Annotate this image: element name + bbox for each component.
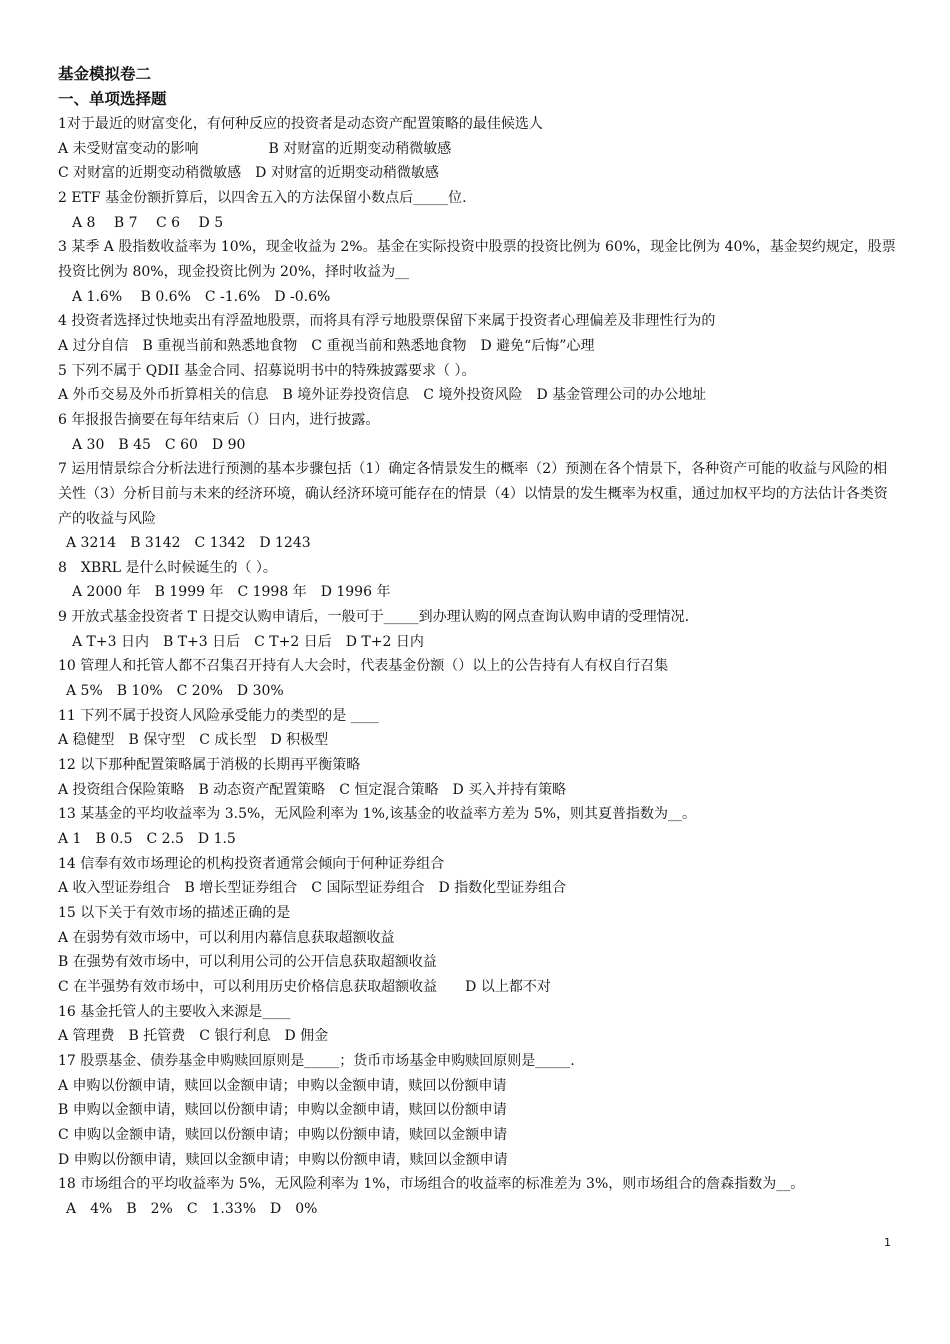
option-line: A 5% B 10% C 20% D 30% [66, 683, 284, 700]
question-line: 18 市场组合的平均收益率为 5%，无风险利率为 1%，市场组合的收益率的标准差为 3%，则市场组合的詹森指数为__。 [58, 1176, 805, 1193]
option-line: A 1 B 0.5 C 2.5 D 1.5 [58, 831, 236, 848]
option-line: A 1.6% B 0.6% C -1.6% D -0.6% [72, 288, 331, 305]
question-line: 7 运用情景综合分析法进行预测的基本步骤包括（1）确定各情景发生的概率（2）预测在各个情景下，各种资产可能的收益与风险的相关性（3）分析目前与未来的经济环境，确认经济环境可能存在的情景（4）以情景的发生概率为权重，通过加权平均的方法估计各类资产的收益与风险 [58, 461, 888, 527]
option-line: A 3214 B 3142 C 1342 D 1243 [66, 535, 311, 552]
question-line: 4 投资者选择过快地卖出有浮盈地股票，而将具有浮亏地股票保留下来属于投资者心理偏差及非理性行为的 [58, 313, 716, 330]
option-line: A 收入型证券组合 B 增长型证券组合 C 国际型证券组合 D 指数化型证券组合 [58, 880, 567, 897]
option-line: A 过分自信 B 重视当前和熟悉地食物 C 重视当前和熟悉地食物 D 避免“后悔”心理 [58, 337, 595, 354]
option-line: A T+3 日内 B T+3 日后 C T+2 日后 D T+2 日内 [72, 633, 424, 650]
document-title: 基金模拟卷二 [58, 65, 152, 83]
question-line: 15 以下关于有效市场的描述正确的是 [58, 905, 291, 921]
option-line: A 2000 年 B 1999 年 C 1998 年 D 1996 年 [72, 584, 391, 601]
option-line: A 投资组合保险策略 B 动态资产配置策略 C 恒定混合策略 D 买入并持有策略 [58, 781, 567, 798]
option-line: B 在强势有效市场中，可以利用公司的公开信息获取超额收益 [58, 954, 437, 971]
question-line: 12 以下那种配置策略属于消极的长期再平衡策略 [58, 757, 361, 774]
document-content [58, 62, 898, 1222]
option-line: A 申购以份额申请，赎回以金额申请；申购以金额申请，赎回以份额申请 [58, 1077, 507, 1094]
question-line: 2 ETF 基金份额折算后，以四舍五入的方法保留小数点后_____位. [58, 189, 467, 206]
option-line: A 稳健型 B 保守型 C 成长型 D 积极型 [58, 732, 329, 749]
option-line: C 申购以金额申请，赎回以份额申请；申购以份额申请，赎回以金额申请 [58, 1126, 508, 1143]
option-line: A 4% B 2% C 1.33% D 0% [66, 1200, 318, 1217]
question-line: 9 开放式基金投资者 T 日提交认购申请后，一般可于_____到办理认购的网点查询认购申请的受理情况. [58, 609, 690, 626]
option-line: D 申购以份额申请，赎回以金额申请；申购以份额申请，赎回以金额申请 [58, 1151, 508, 1168]
question-line: 1对于最近的财富变化，有何种反应的投资者是动态资产配置策略的最佳候选人 [58, 116, 543, 132]
question-line: 14 信奉有效市场理论的机构投资者通常会倾向于何种证券组合 [58, 855, 445, 872]
question-line: 13 某基金的平均收益率为 3.5%，无风险利率为 1%,该基金的收益率方差为 5%，则其夏普指数为__。 [58, 806, 697, 823]
question-line: 17 股票基金、债券基金申购赎回原则是_____；货币市场基金申购赎回原则是_____. [58, 1052, 575, 1069]
question-line: 11 下列不属于投资人风险承受能力的类型的是 ____ [58, 707, 379, 724]
option-line: C 在半强势有效市场中，可以利用历史价格信息获取超额收益 D 以上都不对 [58, 978, 551, 995]
option-line: A 外币交易及外币折算相关的信息 B 境外证券投资信息 C 境外投资风险 D 基金管理公司的办公地址 [58, 387, 707, 404]
option-line: A 30 B 45 C 60 D 90 [72, 436, 246, 453]
question-line: 8 XBRL 是什么时候诞生的（ ）。 [58, 559, 277, 576]
option-line: A 未受财富变动的影响 B 对财富的近期变动稍微敏感 [58, 140, 452, 157]
option-line: A 在弱势有效市场中，可以利用内幕信息获取超额收益 [58, 929, 395, 946]
option-line: A 管理费 B 托管费 C 银行利息 D 佣金 [58, 1028, 329, 1045]
question-line: 5 下列不属于 QDII 基金合同、招募说明书中的特殊披露要求（ ）。 [58, 362, 476, 379]
section-heading: 一、单项选择题 [58, 90, 167, 108]
question-line: 16 基金托管人的主要收入来源是____ [58, 1003, 291, 1020]
option-line: B 申购以金额申请，赎回以份额申请；申购以金额申请，赎回以份额申请 [58, 1102, 507, 1119]
question-line: 3 某季 A 股指数收益率为 10%，现金收益为 2%。基金在实际投资中股票的投资比例为 60%，现金比例为 40%，基金契约规定，股票投资比例为 80%，现金投资比例为 20%，择时收益为__ [58, 239, 896, 280]
question-line: 10 管理人和托管人都不召集召开持有人大会时，代表基金份额（）以上的公告持有人有权自行召集 [58, 658, 669, 675]
option-line: C 对财富的近期变动稍微敏感 D 对财富的近期变动稍微敏感 [58, 165, 439, 182]
question-line: 6 年报报告摘要在每年结束后（）日内，进行披露。 [58, 411, 380, 428]
page-number: 1 [884, 1236, 891, 1249]
option-line: A 8 B 7 C 6 D 5 [72, 214, 224, 231]
